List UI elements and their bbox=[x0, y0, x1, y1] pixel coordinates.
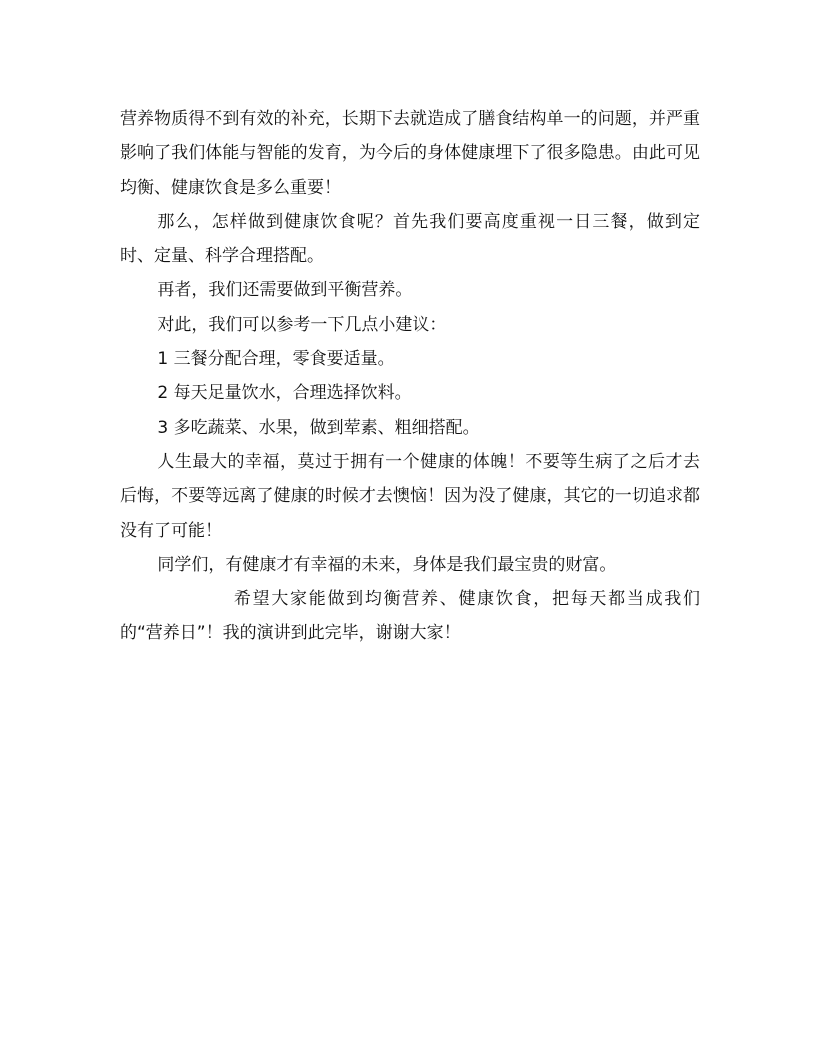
suggestion-item-1: 1 三餐分配合理，零食要适量。 bbox=[157, 349, 395, 370]
paragraph-health-happiness: 人生最大的幸福，莫过于拥有一个健康的体魄！不要等生病了之后才去后悔，不要等远离了健康的时候才去懊恼！因为没了健康，其它的一切追求都没有了可能！ bbox=[120, 451, 700, 541]
paragraph-balanced-nutrition: 再者，我们还需要做到平衡营养。 bbox=[157, 280, 413, 301]
document-body bbox=[120, 102, 700, 651]
suggestion-item-3: 3 多吃蔬菜、水果，做到荤素、粗细搭配。 bbox=[157, 417, 480, 438]
paragraph-classmates: 同学们，有健康才有幸福的未来，身体是我们最宝贵的财富。 bbox=[157, 554, 617, 575]
paragraph-closing: 希望大家能做到均衡营养、健康饮食，把每天都当成我们的“营养日”！我的演讲到此完毕，谢谢大家！ bbox=[120, 589, 700, 644]
paragraph-continuation: 营养物质得不到有效的补充，长期下去就造成了膳食结构单一的问题，并严重影响了我们体能与智能的发育，为今后的身体健康埋下了很多隐患。由此可见均衡、健康饮食是多么重要！ bbox=[120, 109, 700, 198]
suggestion-item-2: 2 每天足量饮水，合理选择饮料。 bbox=[157, 383, 412, 404]
paragraph-how-to-eat-healthy: 那么，怎样做到健康饮食呢？首先我们要高度重视一日三餐，做到定时、定量、科学合理搭配。 bbox=[120, 211, 700, 267]
paragraph-suggestions-intro: 对此，我们可以参考一下几点小建议： bbox=[157, 314, 447, 335]
